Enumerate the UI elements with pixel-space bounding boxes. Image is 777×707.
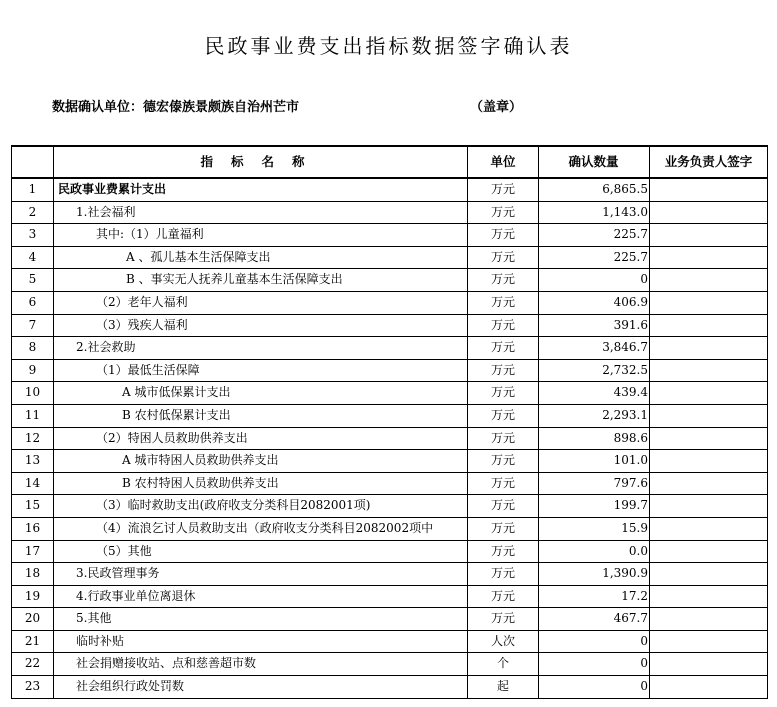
row-value-text: 467.7 (613, 611, 648, 626)
row-value-text: 406.9 (613, 294, 648, 309)
row-number-text: 19 (24, 588, 41, 603)
row-indicator-name-text: B 、事实无人抚养儿童基本生活保障支出 (126, 272, 343, 287)
row-indicator-name (54, 450, 468, 473)
table-row (12, 291, 768, 314)
header-no (12, 146, 54, 178)
row-signature-cell (650, 472, 768, 495)
row-number (12, 653, 54, 676)
row-number (12, 608, 54, 631)
row-unit (468, 246, 539, 269)
row-number (12, 450, 54, 473)
row-indicator-name (54, 472, 468, 495)
row-indicator-name-text: （5）其他 (96, 543, 152, 558)
row-value (539, 585, 650, 608)
row-unit (468, 540, 539, 563)
row-unit (468, 314, 539, 337)
row-indicator-name (54, 495, 468, 518)
row-value-text: 225.7 (613, 227, 648, 242)
row-unit-text: 万元 (490, 566, 515, 581)
row-indicator-name (54, 314, 468, 337)
row-number-text: 16 (24, 520, 41, 535)
table-row (12, 269, 768, 292)
header-value: 确认数量 (539, 146, 650, 178)
row-value (539, 404, 650, 427)
row-signature-cell (650, 269, 768, 292)
row-number (12, 630, 54, 653)
row-number (12, 563, 54, 586)
row-number (12, 495, 54, 518)
row-unit-text: 万元 (490, 227, 515, 242)
row-number-text: 4 (28, 249, 37, 264)
row-indicator-name-text: 其中:（1）儿童福利 (96, 227, 204, 242)
row-number-text: 21 (24, 633, 41, 648)
row-unit (468, 676, 539, 699)
row-unit (468, 563, 539, 586)
table-row (12, 314, 768, 337)
row-value-text: 101.0 (613, 453, 648, 468)
row-indicator-name (54, 585, 468, 608)
table-row (12, 653, 768, 676)
row-signature-cell (650, 382, 768, 405)
row-indicator-name (54, 404, 468, 427)
row-number-text: 6 (28, 294, 37, 309)
row-number-text: 3 (28, 227, 37, 242)
row-number (12, 201, 54, 224)
row-number-text: 14 (24, 475, 41, 490)
row-number-text: 8 (28, 340, 37, 355)
row-unit (468, 450, 539, 473)
row-indicator-name-text: （2）老年人福利 (96, 294, 188, 309)
row-signature-cell (650, 653, 768, 676)
row-value-text: 0 (640, 633, 648, 648)
row-unit (468, 585, 539, 608)
row-value-text: 797.6 (613, 475, 648, 490)
row-unit-text: 人次 (490, 633, 515, 648)
row-indicator-name (54, 291, 468, 314)
row-indicator-name-text: 3.民政管理事务 (76, 566, 160, 581)
page-title: 民政事业费支出指标数据签字确认表 (204, 34, 573, 58)
row-unit-text: 万元 (490, 204, 515, 219)
row-unit-text: 万元 (490, 475, 515, 490)
row-indicator-name-text: B 农村低保累计支出 (122, 407, 231, 422)
row-unit (468, 382, 539, 405)
row-indicator-name (54, 630, 468, 653)
row-value (539, 450, 650, 473)
row-unit-text: 万元 (490, 453, 515, 468)
row-signature-cell (650, 495, 768, 518)
row-value (539, 382, 650, 405)
table-row (12, 246, 768, 269)
row-unit-text: 万元 (490, 182, 515, 196)
row-value-text: 199.7 (613, 498, 648, 513)
row-unit (468, 359, 539, 382)
table-row (12, 427, 768, 450)
row-signature-cell (650, 450, 768, 473)
row-value-text: 0 (640, 272, 648, 287)
row-number (12, 472, 54, 495)
row-indicator-name (54, 246, 468, 269)
row-number (12, 540, 54, 563)
row-unit-text: 万元 (490, 340, 515, 355)
table-row (12, 630, 768, 653)
row-value (539, 269, 650, 292)
row-unit-text: 万元 (490, 317, 515, 332)
row-value-text: 0 (640, 656, 648, 671)
row-value-text: 3,846.7 (602, 340, 648, 355)
row-value (539, 472, 650, 495)
row-value (539, 495, 650, 518)
row-number-text: 23 (24, 679, 41, 694)
row-number (12, 404, 54, 427)
row-signature-cell (650, 585, 768, 608)
table-row (12, 201, 768, 224)
row-number-text: 9 (28, 362, 37, 377)
row-value-text: 898.6 (613, 430, 648, 445)
row-unit (468, 291, 539, 314)
header-name: 指标名称 (54, 146, 468, 178)
row-unit (468, 337, 539, 360)
row-indicator-name-text: 临时补贴 (76, 633, 125, 648)
row-signature-cell (650, 314, 768, 337)
row-value-text: 6,865.5 (602, 182, 648, 196)
row-value (539, 178, 650, 201)
row-number-text: 12 (24, 430, 41, 445)
row-unit-text: 万元 (490, 498, 515, 513)
row-number-text: 17 (24, 543, 41, 558)
row-signature-cell (650, 427, 768, 450)
row-value (539, 314, 650, 337)
table-row (12, 450, 768, 473)
seal-label: （盖章） (470, 100, 523, 115)
row-signature-cell (650, 540, 768, 563)
row-number-text: 15 (24, 498, 41, 513)
row-number-text: 5 (28, 272, 37, 287)
table-row (12, 472, 768, 495)
row-indicator-name (54, 540, 468, 563)
row-unit (468, 630, 539, 653)
row-value-text: 225.7 (613, 249, 648, 264)
row-value-text: 2,293.1 (602, 407, 648, 422)
row-signature-cell (650, 337, 768, 360)
row-number-text: 13 (24, 453, 41, 468)
row-unit (468, 404, 539, 427)
row-indicator-name (54, 608, 468, 631)
table-row (12, 540, 768, 563)
row-unit (468, 178, 539, 201)
row-indicator-name-text: A 、孤儿基本生活保障支出 (126, 249, 271, 264)
row-indicator-name (54, 676, 468, 699)
row-signature-cell (650, 246, 768, 269)
table-row (12, 563, 768, 586)
table-row (12, 178, 768, 201)
row-unit (468, 427, 539, 450)
row-value (539, 676, 650, 699)
row-indicator-name-text: 民政事业费累计支出 (58, 182, 167, 196)
header-sign: 业务负责人签字 (650, 146, 768, 178)
row-indicator-name-text: 1.社会福利 (76, 204, 136, 219)
row-indicator-name-text: （3）临时救助支出(政府收支分类科目2082001项) (96, 498, 371, 513)
row-signature-cell (650, 608, 768, 631)
row-number (12, 246, 54, 269)
row-value-text: 439.4 (613, 385, 648, 400)
row-unit-text: 万元 (490, 272, 515, 287)
row-number (12, 291, 54, 314)
row-unit (468, 269, 539, 292)
row-signature-cell (650, 291, 768, 314)
row-number (12, 337, 54, 360)
row-indicator-name (54, 427, 468, 450)
table-row (12, 517, 768, 540)
indicator-table (11, 145, 768, 699)
row-unit (468, 224, 539, 247)
row-value-text: 1,143.0 (602, 204, 648, 219)
row-indicator-name-text: A 城市低保累计支出 (122, 385, 231, 400)
row-signature-cell (650, 404, 768, 427)
row-number (12, 224, 54, 247)
row-value (539, 337, 650, 360)
row-value (539, 246, 650, 269)
row-indicator-name-text: A 城市特困人员救助供养支出 (122, 453, 279, 468)
row-value (539, 201, 650, 224)
row-value (539, 563, 650, 586)
row-unit-text: 个 (496, 656, 509, 671)
row-unit (468, 201, 539, 224)
row-unit-text: 万元 (490, 543, 515, 558)
row-indicator-name (54, 201, 468, 224)
row-value-text: 15.9 (621, 520, 648, 535)
table-header-row (12, 146, 768, 178)
row-indicator-name (54, 224, 468, 247)
row-indicator-name-text: 4.行政事业单位离退休 (76, 588, 196, 603)
row-signature-cell (650, 359, 768, 382)
row-number (12, 382, 54, 405)
row-number (12, 676, 54, 699)
row-value (539, 291, 650, 314)
row-signature-cell (650, 517, 768, 540)
row-indicator-name-text: （1）最低生活保障 (96, 362, 200, 377)
row-value-text: 391.6 (613, 317, 648, 332)
row-number-text: 20 (24, 611, 41, 626)
row-unit-text: 万元 (490, 520, 515, 535)
row-value-text: 1,390.9 (602, 566, 648, 581)
row-indicator-name (54, 269, 468, 292)
row-value-text: 2,732.5 (602, 362, 648, 377)
row-value (539, 608, 650, 631)
row-unit-text: 万元 (490, 407, 515, 422)
header-unit: 单位 (468, 146, 539, 178)
row-indicator-name-text: 社会组织行政处罚数 (76, 679, 185, 694)
table-row (12, 337, 768, 360)
table-row (12, 676, 768, 699)
table-row (12, 495, 768, 518)
row-number (12, 269, 54, 292)
row-unit-text: 万元 (490, 588, 515, 603)
row-unit-text: 万元 (490, 611, 515, 626)
row-number (12, 314, 54, 337)
row-value-text: 17.2 (621, 588, 648, 603)
row-number-text: 1 (28, 182, 37, 196)
row-indicator-name (54, 382, 468, 405)
row-number-text: 10 (24, 385, 41, 400)
row-unit-text: 万元 (490, 385, 515, 400)
row-unit-text: 万元 (490, 249, 515, 264)
row-unit-text: 万元 (490, 362, 515, 377)
row-value (539, 517, 650, 540)
row-indicator-name (54, 359, 468, 382)
row-signature-cell (650, 224, 768, 247)
row-indicator-name-text: 2.社会救助 (76, 340, 136, 355)
table-row (12, 585, 768, 608)
row-indicator-name-text: （3）残疾人福利 (96, 317, 188, 332)
row-indicator-name-text: 5.其他 (76, 611, 112, 626)
row-signature-cell (650, 201, 768, 224)
row-value (539, 630, 650, 653)
row-unit-text: 起 (496, 679, 509, 694)
table-row (12, 382, 768, 405)
row-number (12, 585, 54, 608)
confirm-unit-label: 数据确认单位：德宏傣族景颇族自治州芒市 (52, 100, 300, 115)
row-value (539, 653, 650, 676)
row-indicator-name (54, 653, 468, 676)
row-indicator-name-text: （4）流浪乞讨人员救助支出（政府收支分类科目2082002项中 (96, 520, 434, 535)
row-indicator-name (54, 563, 468, 586)
row-indicator-name (54, 337, 468, 360)
row-signature-cell (650, 676, 768, 699)
row-unit (468, 472, 539, 495)
row-value (539, 359, 650, 382)
row-unit-text: 万元 (490, 430, 515, 445)
row-value (539, 540, 650, 563)
row-unit (468, 517, 539, 540)
row-value-text: 0.0 (628, 543, 648, 558)
row-indicator-name-text: （2）特困人员救助供养支出 (96, 430, 248, 445)
table-row (12, 359, 768, 382)
table-row (12, 224, 768, 247)
row-signature-cell (650, 563, 768, 586)
row-number-text: 22 (24, 656, 41, 671)
row-number (12, 517, 54, 540)
row-unit (468, 653, 539, 676)
row-number-text: 18 (24, 566, 41, 581)
row-signature-cell (650, 630, 768, 653)
row-number (12, 359, 54, 382)
row-indicator-name (54, 178, 468, 201)
row-value (539, 427, 650, 450)
row-number-text: 7 (28, 317, 37, 332)
row-number-text: 11 (24, 407, 41, 422)
row-indicator-name-text: B 农村特困人员救助供养支出 (122, 475, 279, 490)
row-unit-text: 万元 (490, 294, 515, 309)
row-unit (468, 495, 539, 518)
row-indicator-name-text: 社会捐赠接收站、点和慈善超市数 (76, 656, 257, 671)
table-row (12, 608, 768, 631)
table-row (12, 404, 768, 427)
row-signature-cell (650, 178, 768, 201)
row-indicator-name (54, 517, 468, 540)
row-value-text: 0 (640, 679, 648, 694)
row-unit (468, 608, 539, 631)
row-value (539, 224, 650, 247)
row-number (12, 427, 54, 450)
row-number-text: 2 (28, 204, 37, 219)
row-number (12, 178, 54, 201)
